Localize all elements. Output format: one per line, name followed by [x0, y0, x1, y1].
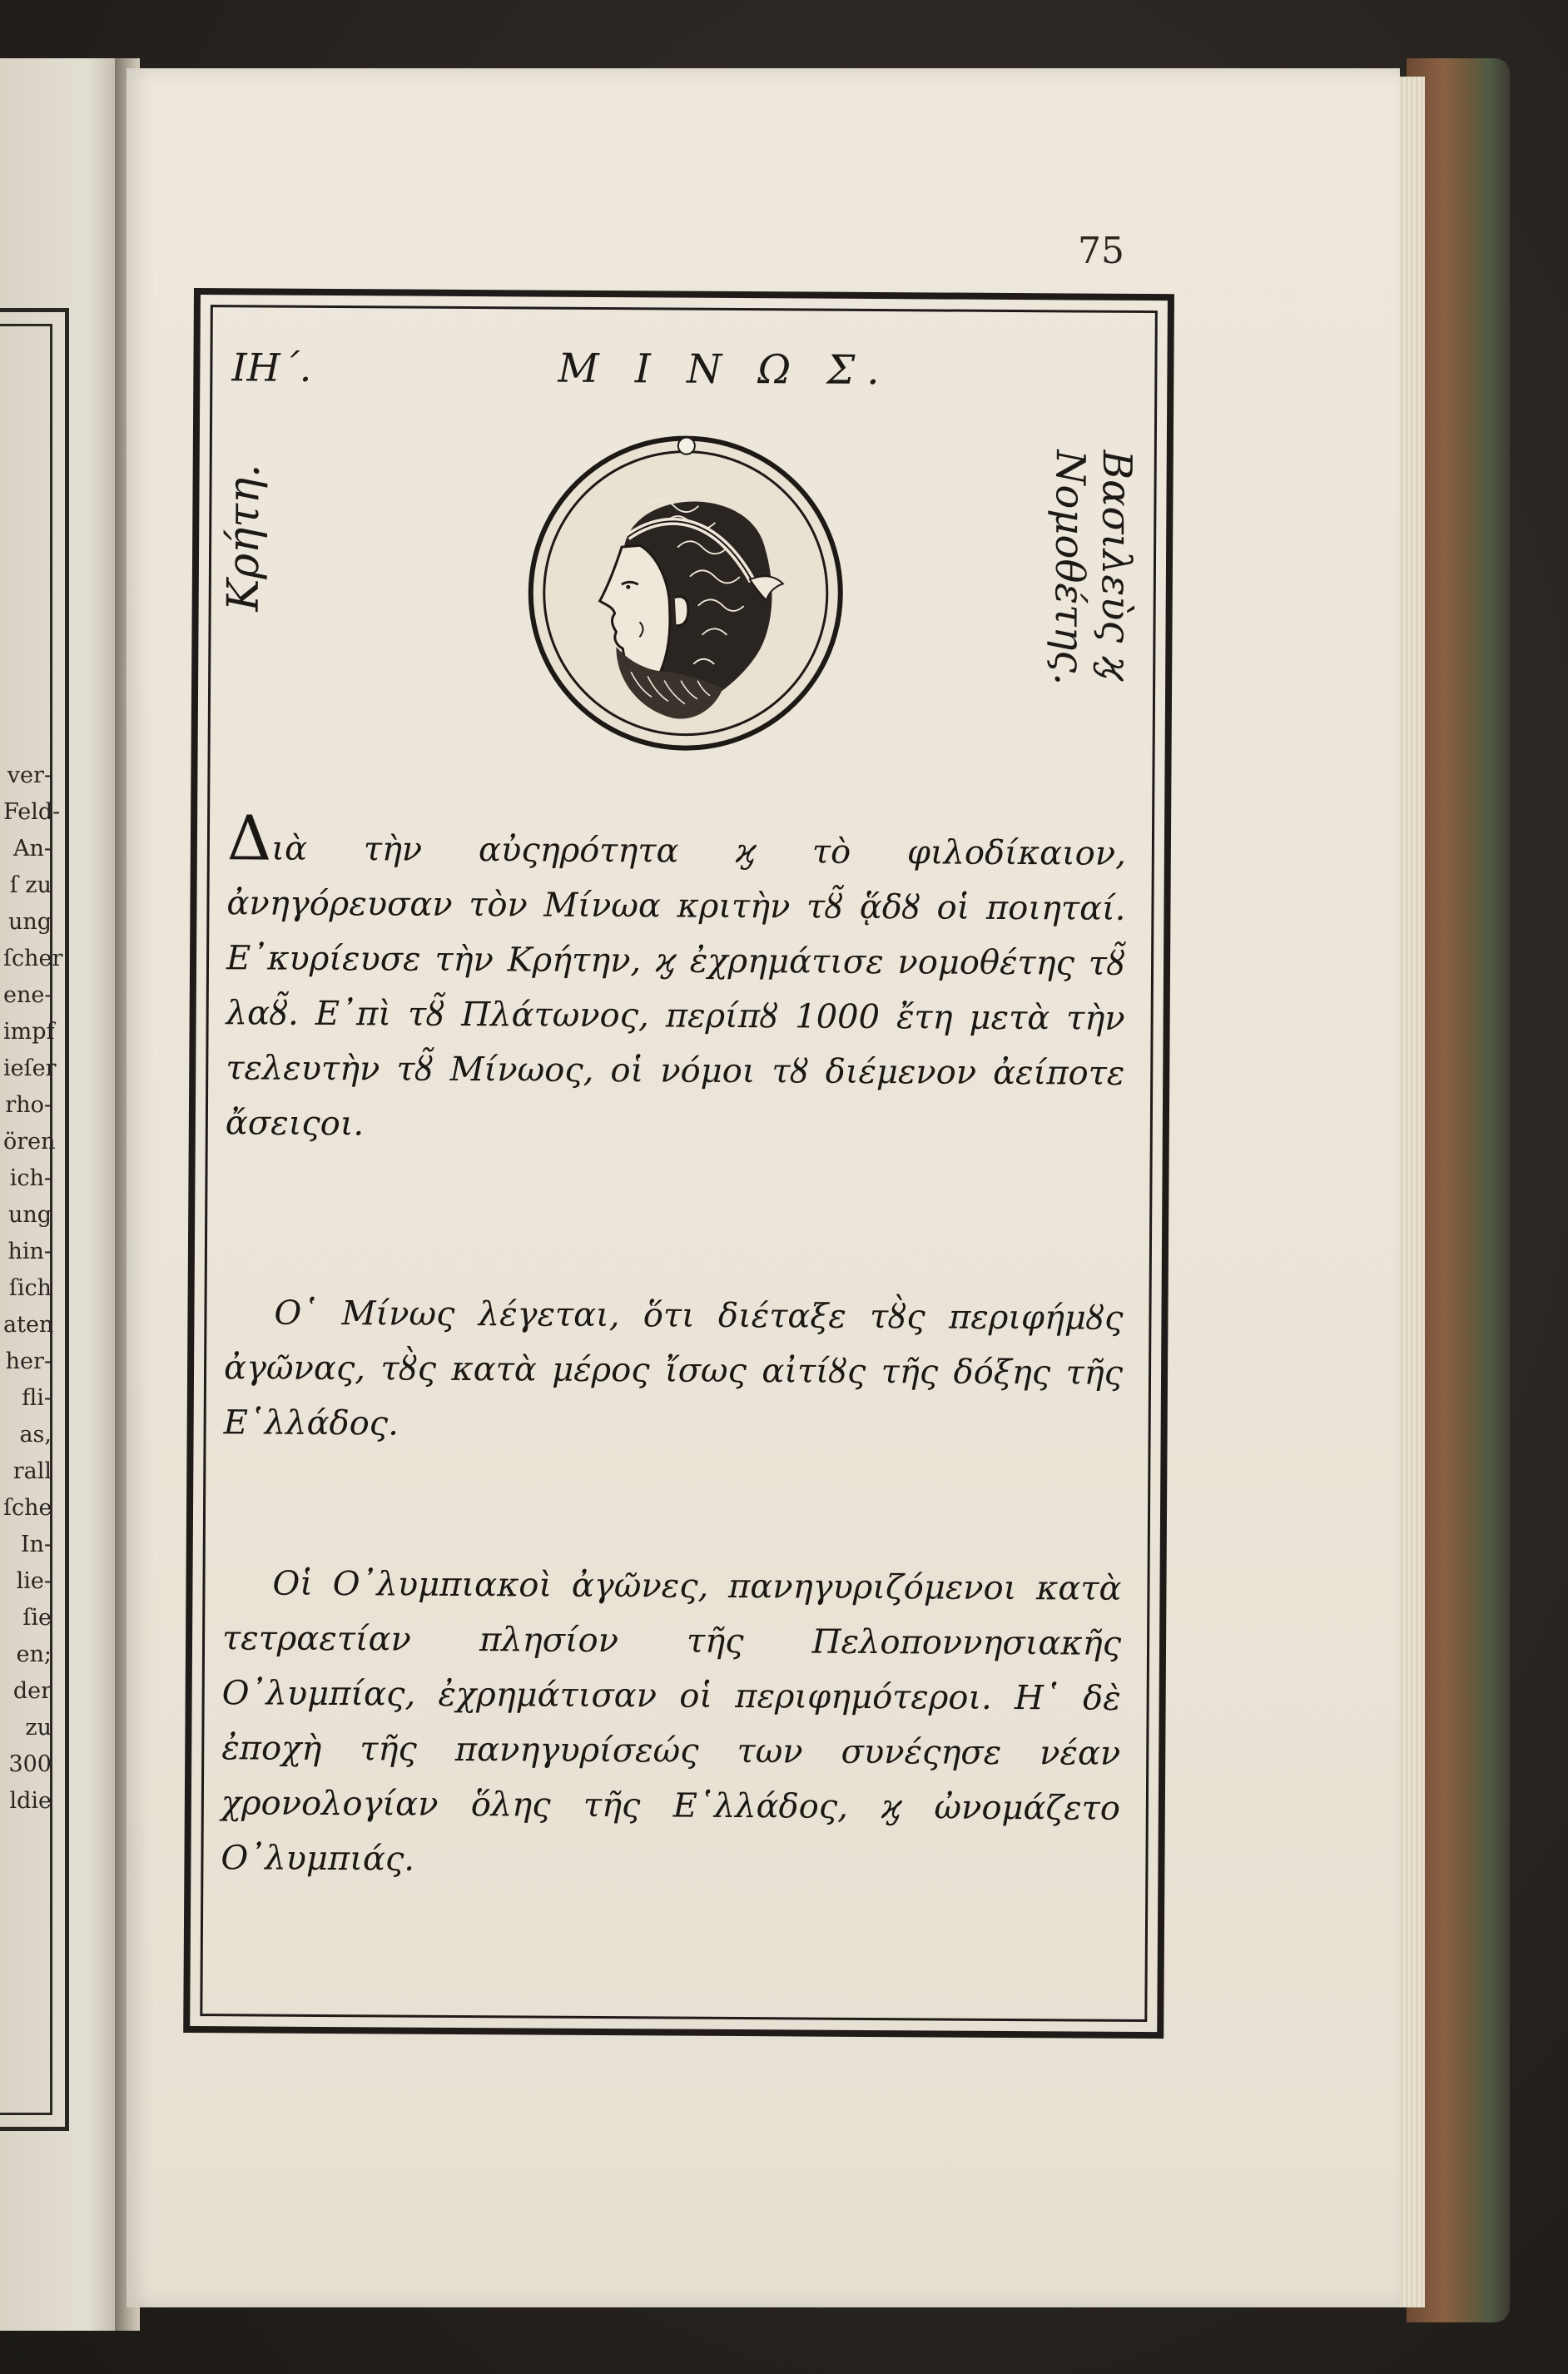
left-page-fragment: In-	[20, 1532, 52, 1557]
left-page-fragment: ſche	[3, 1495, 52, 1521]
left-page-fragment: ver-	[7, 762, 52, 788]
minos-portrait-medallion	[523, 430, 849, 756]
left-page-fragment: en;	[16, 1641, 52, 1667]
left-page-fragment: ſie	[22, 1605, 52, 1631]
side-label-right	[1045, 449, 1140, 686]
left-page-fragment: An-	[12, 836, 52, 862]
left-page-fragment: rho-	[5, 1092, 52, 1118]
left-page	[0, 58, 125, 2331]
left-page-fragment: ſcher	[3, 946, 63, 971]
left-page-fragment: rall	[12, 1458, 52, 1484]
left-page-fragment: zu	[25, 1715, 52, 1741]
left-page-fragment: ören	[3, 1129, 56, 1155]
left-page-fragment: ung	[7, 1202, 52, 1228]
left-page-fragment: impf	[3, 1019, 55, 1045]
left-page-fragment: ene-	[3, 982, 52, 1008]
left-page-fragment: ung	[7, 909, 52, 935]
left-page-fragment: as,	[19, 1422, 52, 1448]
left-page-fragment: fli-	[22, 1385, 52, 1411]
left-page-fragment: ldie	[9, 1788, 52, 1814]
left-page-fragment: der	[12, 1678, 52, 1704]
side-label-right-line2: Νομοθέτης.	[1045, 449, 1094, 686]
entry-title: Μ Ι Ν Ω Σ.	[558, 345, 891, 395]
left-page-fragment: aten	[3, 1312, 54, 1338]
page-number: 75	[1078, 230, 1124, 272]
side-label-left: Κρήτη.	[218, 464, 270, 612]
left-page-fragment: Feld-	[3, 799, 61, 825]
left-page-fragment: lie-	[16, 1568, 52, 1594]
left-page-fragment: hin-	[7, 1239, 52, 1264]
left-page-fragment: ieſer	[3, 1055, 57, 1081]
left-page-fragment: ich-	[9, 1165, 52, 1191]
text-frame	[183, 288, 1174, 2039]
drop-cap: Δ	[226, 802, 272, 875]
left-page-text-fragments	[3, 757, 63, 1820]
left-page-fragment: ſ zu	[9, 872, 52, 898]
paragraph-2: Ο῾ Μίνως λέγεται, ὅτι διέταξε τȣ̀ς περιφήμȣς ἀγῶνας, τȣ̀ς κατὰ μέρος ἴσως αἰτίȣς τῆς δόξης τῆς Ε῾λλάδος.	[223, 1294, 1124, 1443]
left-page-fragment: 300	[8, 1751, 52, 1777]
paragraph-1-text: ιὰ τὴν αὐςηρότητα ϗ τὸ φιλοδίκαιον, ἀνηγόρευσαν τὸν Μίνωα κριτὴν τȣ̃ ᾅδȣ οἱ ποιηταί. Ε᾿κυρίευσε τὴν Κρήτην, ϗ ἐχρημάτισε νομοθέτης τȣ̃ λαȣ̃. Ε᾿πὶ τȣ̃ Πλάτωνος, περίπȣ 1000 ἔτη μετὰ τὴν τελευτὴν τȣ̃ Μίνωος, οἱ νόμοι τȣ διέμενον ἀείποτε ἄσειςοι.	[225, 829, 1127, 1144]
entry-number: ΙΗ΄.	[231, 345, 312, 390]
left-page-fragment: ſich	[8, 1275, 52, 1301]
frame-content	[190, 295, 1168, 2032]
paragraph-3: Οἱ Ο᾿λυμπιακοὶ ἀγῶνες, πανηγυριζόμενοι κατὰ τετραετίαν πλησίον τῆς Πελοποννησιακῆς Ο᾿λυμπίας, ἐχρημάτισαν οἱ περιφημότεροι. Η῾ δὲ ἐποχὴ τῆς πανηγυρίσεώς των συνέςησε νέαν χρονολογίαν ὅλης τῆς Ε῾λλάδος, ϗ ὠνομάζετο Ο᾿λυμπιάς.	[221, 1564, 1122, 1879]
left-page-fragment: her-	[5, 1348, 52, 1374]
paragraph-1	[225, 802, 1127, 1156]
side-label-right-line1: Βασιλεὺς ϗ	[1092, 449, 1140, 681]
